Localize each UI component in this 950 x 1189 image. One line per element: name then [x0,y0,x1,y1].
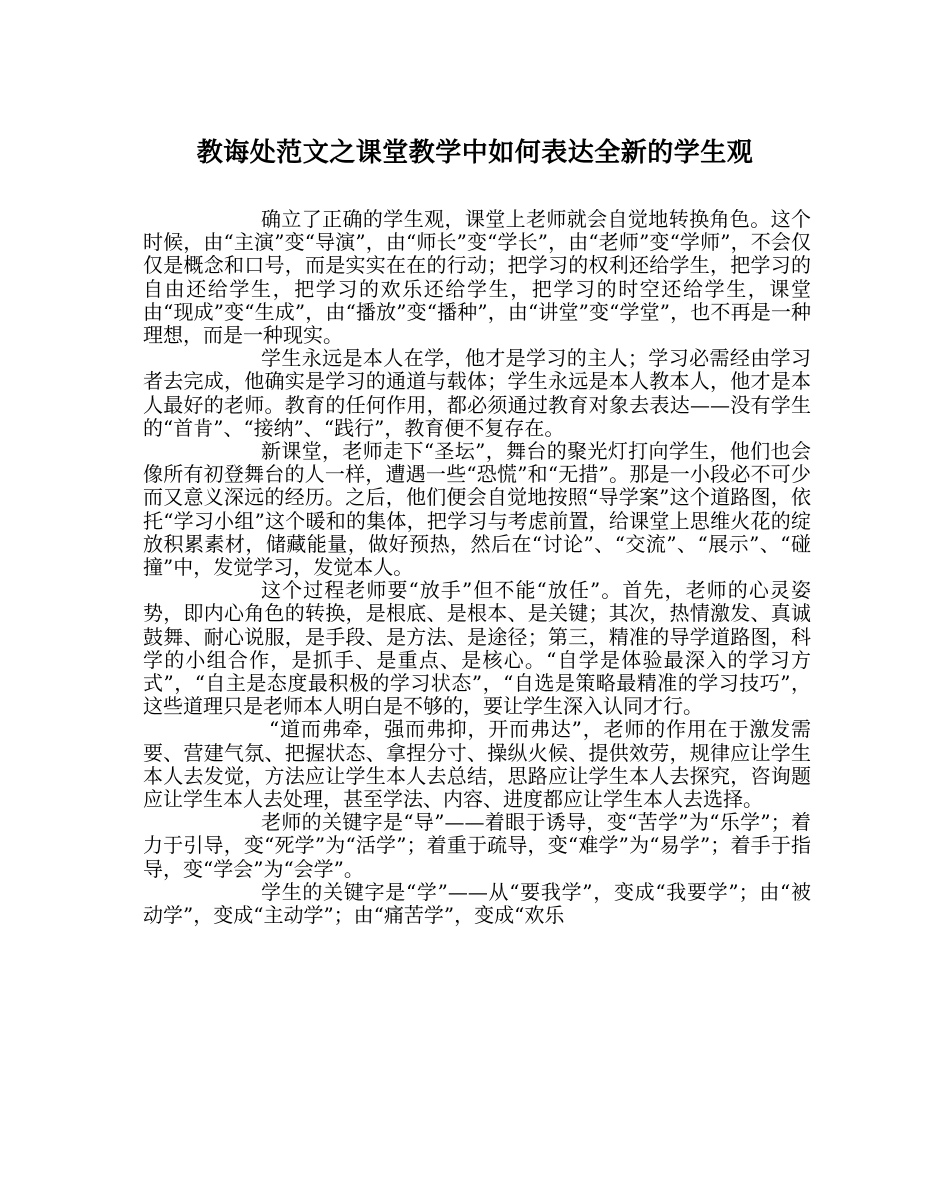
paragraph: 确立了正确的学生观，课堂上老师就会自觉地转换角色。这个时候，由“主演”变“导演”，由“师长”变“学长”，由“老师”变“学师”，不会仅仅是概念和口号，而是实实在在的行动；把学习的权利还给学生，把学习的自由还给学生，把学习的欢乐还给学生，把学习的时空还给学生，课堂由“现成”变“生成”，由“播放”变“播种”，由“讲堂”变“学堂”，也不再是一种理想，而是一种现实。 [143,207,811,348]
document-body [143,208,811,927]
document-title: 教诲处范文之课堂教学中如何表达全新的学生观 [196,138,754,168]
paragraph: 新课堂，老师走下“圣坛”，舞台的聚光灯打向学生，他们也会像所有初登舞台的人一样，遭遇一些“恐慌”和“无措”。那是一小段必不可少而又意义深远的经历。之后，他们便会自觉地按照“导学案”这个道路图，依托“学习小组”这个暖和的集体，把学习与考虑前置，给课堂上思维火花的绽放积累素材，储藏能量，做好预热，然后在“讨论”、“交流”、“展示”、“碰撞”中，发觉学习，发觉本人。 [143,439,811,580]
paragraph: 学生的关键字是“学”——从“要我学”，变成“我要学”；由“被动学”，变成“主动学”；由“痛苦学”，变成“欢乐 [143,879,811,928]
paragraph: 老师的关键字是“导”——着眼于诱导，变“苦学”为“乐学”；着力于引导，变“死学”为“活学”；着重于疏导，变“难学”为“易学”；着手于指导，变“学会”为“会学”。 [143,810,811,881]
paragraph: 学生永远是本人在学，他才是学习的主人；学习必需经由学习者去完成，他确实是学习的通道与载体；学生永远是本人教本人，他才是本人最好的老师。教育的任何作用，都必须通过教育对象去表达——没有学生的“首肯”、“接纳”、“践行”，教育便不复存在。 [143,346,811,440]
paragraph: 这个过程老师要“放手”但不能“放任”。首先，老师的心灵姿势，即内心角色的转换，是根底、是根本、是关键；其次，热情激发、真诚鼓舞、耐心说服，是手段、是方法、是途径；第三，精准的导学道路图，科学的小组合作，是抓手、是重点、是核心。“自学是体验最深入的学习方式”，“自主是态度最积极的学习状态”，“自选是策略最精准的学习技巧”，这些道理只是老师本人明白是不够的，要让学生深入认同才行。 [143,578,811,719]
paragraph: “道而弗牵，强而弗抑，开而弗达”，老师的作用在于激发需要、营建气氛、把握状态、拿捏分寸、操纵火候、提供效劳，规律应让学生本人去发觉，方法应让学生本人去总结，思路应让学生本人去探究，咨询题应让学生本人去处理，甚至学法、内容、进度都应让学生本人去选择。 [143,717,811,812]
